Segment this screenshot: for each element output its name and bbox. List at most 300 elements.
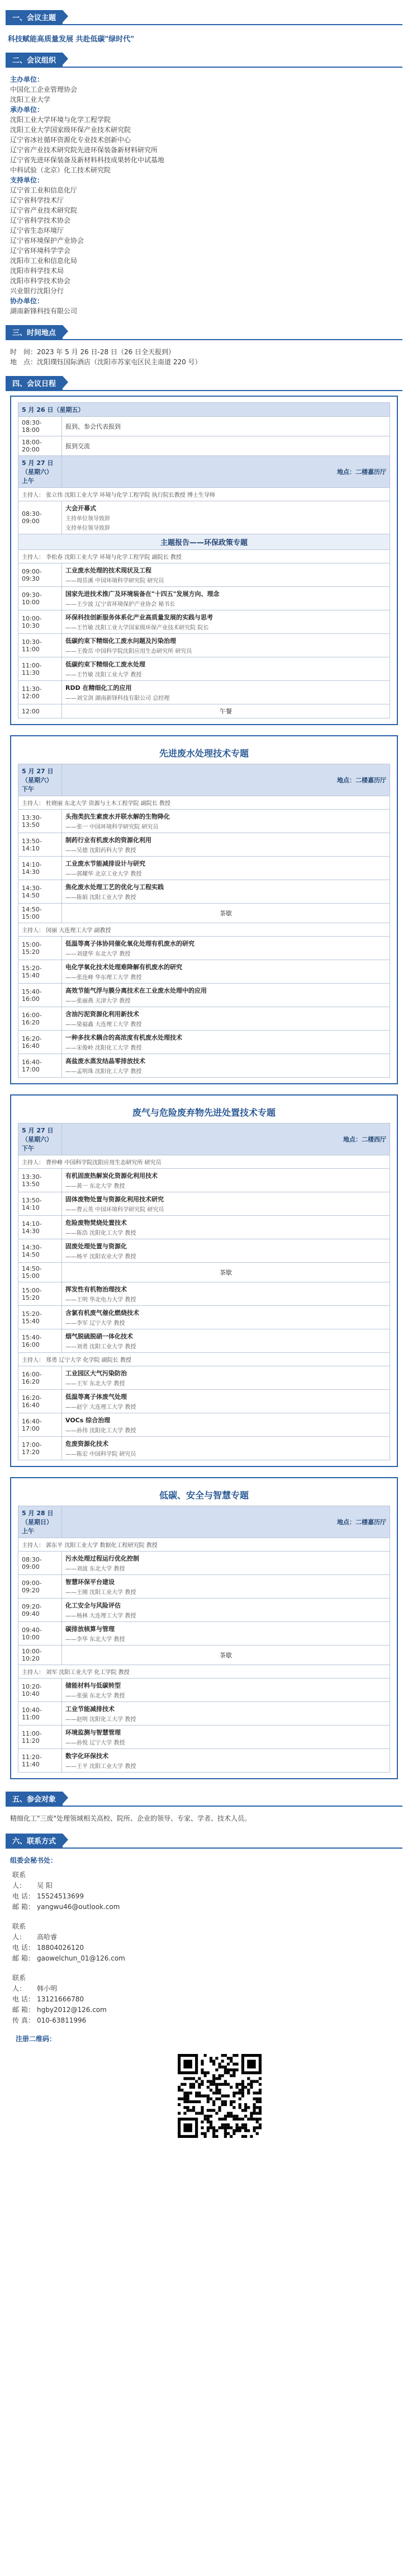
talk-title: 焦化废水处理工艺的优化与工程实践 [65, 883, 164, 891]
talk-time: 13:50-14:10 [18, 833, 62, 857]
talk-speaker: ——张一 中国环境科学研究院 研究员 [65, 824, 159, 830]
contact-phone-row [12, 1943, 396, 1953]
talk-title: 头孢类抗生素废水并联水解的生物降化 [65, 813, 170, 820]
talk-time: 14:10-14:30 [18, 857, 62, 880]
talk-title: 固体废物处置与资源化利用技术研究 [65, 1196, 164, 1203]
org-item: 辽宁省环境保护产业协会 [10, 237, 84, 245]
talk-speaker: ——周岳溪 中国环境科学研究院 研究员 [65, 578, 164, 584]
talk-title: 国家先进技术推广及环境装备在"十四五"发展方向、理念 [65, 590, 220, 598]
contact-phone: 15524513699 [37, 1892, 84, 1900]
place-value: 沈阳璞钰国际酒店（沈阳市苏家屯区民主南道 220 号） [37, 358, 202, 366]
day-header-row [18, 1506, 390, 1538]
talk-time: 16:40-17:00 [18, 1413, 62, 1437]
talk-speaker: ——杨林 大连理工大学 教授 [65, 1613, 136, 1619]
talk-speaker: ——王竹敏 沈阳工业大学国家级环保产业技术研究院 院长 [65, 625, 209, 631]
talk-time: 16:00-16:20 [18, 1007, 62, 1031]
contact-phone-row [12, 1891, 396, 1902]
talk-row [18, 857, 390, 880]
host-row [18, 923, 390, 937]
contact-block [10, 1920, 398, 1972]
org-item: 沈阳工业大学国家级环保产业技术研究院 [10, 126, 131, 134]
talk-time: 15:00-15:20 [18, 1282, 62, 1306]
talk-row [18, 1552, 390, 1575]
contact-fax-label: 传 真： [12, 2016, 35, 2024]
talk-speaker: ——王少波 辽宁省环境保护产业协会 秘书长 [65, 601, 175, 608]
talk-cell [62, 657, 390, 681]
talk-row [18, 1599, 390, 1622]
org-item: 沈阳市工业和信息化局 [10, 257, 78, 265]
talk-title: 低碳约束下精细化工废水处理 [65, 661, 145, 668]
talk-time: 12:00 [18, 704, 62, 718]
talk-row [18, 1054, 390, 1078]
venue-label: 地点：二楼嘉历厅 [62, 456, 390, 488]
talk-title: 茶歇 [220, 910, 232, 917]
talk-row [18, 587, 390, 610]
talk-cell [62, 833, 390, 857]
contact-email-row [12, 1953, 396, 1964]
talk-cell [62, 1216, 390, 1239]
contact-person-label: 联系人： [12, 1922, 26, 1941]
talk-title: 工业园区大气污染防治 [65, 1370, 127, 1377]
host-row [18, 1538, 390, 1552]
contact-email-row [12, 1902, 396, 1912]
section-audience [6, 1789, 402, 1829]
talk-row [18, 1169, 390, 1192]
talk-speaker: ——曹云英 中国环境科学研究院 研究员 [65, 1207, 164, 1213]
talk-title: 低碳约束下精细化工废水问题及污染治理 [65, 637, 176, 645]
talk-speaker: ——孙伟 沈阳化工大学 教授 [65, 1428, 136, 1434]
talk-title: 工业废水节能减排设计与研究 [65, 860, 145, 867]
talk-title: 挥发性有机物治理技术 [65, 1286, 127, 1293]
host-text: 主持人： 李松春 沈阳工业大学 环境与化学工程学院 副院长 教授 [18, 550, 390, 563]
checkin-time: 18:00-20:00 [18, 436, 62, 456]
opening-item: 大会开幕式 [65, 505, 96, 512]
talk-speaker: ——刘勇 沈阳工业大学 教授 [65, 1344, 136, 1350]
schedule-table [18, 402, 390, 718]
talk-speaker: ——赵宇 大连理工大学 教授 [65, 1404, 136, 1411]
talk-speaker: ——郭耀华 北京工业大学 教授 [65, 871, 142, 877]
time-label: 时 间： [10, 348, 37, 356]
talk-row [18, 634, 390, 657]
block-title: 先进废水处理技术专题 [159, 748, 249, 759]
org-group-label: 支持单位： [10, 176, 44, 184]
talk-speaker: ——陈娟 沈阳工业大学 教授 [65, 895, 136, 901]
host-text: 主持人： 郭东平 沈阳工业大学 数据化工程研究院 教授 [18, 1538, 390, 1552]
contact-email-row [12, 2005, 396, 2015]
talk-time: 16:20-16:40 [18, 1390, 62, 1413]
talk-time: 16:20-16:40 [18, 1031, 62, 1054]
section-title: 四、会议日程 [6, 376, 63, 390]
talk-speaker: ——王军 东北大学 教授 [65, 1381, 125, 1387]
talk-cell [62, 1169, 390, 1192]
talk-speaker: ——陈浩 沈阳化工大学 教授 [65, 1230, 136, 1237]
talk-row [18, 1031, 390, 1054]
contact-person: 高哈睿 [37, 1933, 58, 1941]
talk-cell [62, 1007, 390, 1031]
talk-title: 茶歇 [220, 1652, 232, 1659]
venue-label: 地点：二楼嘉历厅 [62, 1506, 390, 1538]
contact-person-label: 联系人： [12, 1871, 26, 1889]
talk-cell [62, 1575, 390, 1599]
section-title: 三、时间地点 [6, 325, 63, 339]
talk-row [18, 960, 390, 984]
section-title: 一、会议主题 [6, 10, 63, 24]
talk-title: 智慧环保平台建设 [65, 1578, 115, 1586]
checkin-row [18, 436, 390, 456]
talk-cell [62, 880, 390, 904]
talk-speaker: ——杨平 沈阳农业大学 教授 [65, 1254, 136, 1260]
talk-title: 数字化环保技术 [65, 1752, 108, 1760]
section-title: 二、会议组织 [6, 53, 63, 67]
talk-row [18, 1749, 390, 1773]
talk-cell [62, 610, 390, 634]
talk-speaker: ——张丽燕 天津大学 教授 [65, 998, 131, 1004]
time-value: 2023 年 5 月 26 日-28 日（26 日全天报到） [37, 348, 175, 356]
contact-email-label: 邮 箱： [12, 1954, 35, 1962]
talk-row [18, 1726, 390, 1749]
talk-speaker: ——王明 华北电力大学 教授 [65, 1297, 136, 1303]
talk-time: 13:50-14:10 [18, 1192, 62, 1216]
day-label: 5 月 27 日（星期六）下午 [18, 1124, 62, 1155]
contact-person: 吴 阳 [37, 1882, 53, 1889]
talk-time: 11:30-12:00 [18, 681, 62, 704]
talk-speaker: ——张强 东北大学 教授 [65, 1693, 125, 1699]
section-time-place [6, 323, 402, 373]
talk-cell [62, 857, 390, 880]
talk-time: 09:00-09:20 [18, 1575, 62, 1599]
talk-time: 11:00-11:20 [18, 1726, 62, 1749]
org-item: 中国化工企业管理协会 [10, 86, 78, 93]
contact-person-row [12, 1870, 396, 1891]
talk-row [18, 704, 390, 718]
talk-title: 高效节能气浮与膜分离技术在工业废水处理中的应用 [65, 987, 207, 994]
org-item: 辽宁省科学技术厅 [10, 196, 64, 204]
opening-time: 08:30-09:00 [18, 501, 62, 534]
talk-row [18, 833, 390, 857]
talk-title: 含油污泥资源化利用新技术 [65, 1010, 139, 1018]
talk-cell [62, 681, 390, 704]
talk-row [18, 1622, 390, 1646]
talk-row [18, 563, 390, 587]
talk-title: 高盐废水蒸发结晶零排放技术 [65, 1057, 145, 1065]
contact-person-row [12, 1973, 396, 1994]
talk-row [18, 880, 390, 904]
org-item: 中科试验（北京）化工技术研究院 [10, 166, 111, 174]
talk-title: 工业节能减排技术 [65, 1705, 115, 1713]
talk-row [18, 1216, 390, 1239]
checkin-time: 08:30-18:00 [18, 417, 62, 436]
talk-cell [62, 704, 390, 718]
talk-cell [62, 563, 390, 587]
talk-title: 工业废水处理的技术现状及工程 [65, 567, 151, 574]
org-group-label: 承办单位： [10, 106, 44, 114]
talk-time: 10:40-11:00 [18, 1702, 62, 1726]
opening-item: 支持单位领导致辞 [65, 525, 110, 532]
section-contact [6, 1831, 402, 2157]
talk-cell [62, 984, 390, 1007]
org-item: 辽宁省先进环保装备及新材料科技成果转化中试基地 [10, 156, 165, 164]
talk-cell [62, 1599, 390, 1622]
talk-speaker: ——王刚 沈阳工业大学 教授 [65, 1590, 136, 1596]
talk-speaker: ——王平 沈阳工业大学 教授 [65, 1764, 136, 1770]
place-label: 地 点： [10, 358, 37, 366]
secretariat-heading: 组委会秘书处： [10, 1856, 58, 1864]
talk-title: 储能材料与低碳转型 [65, 1682, 121, 1689]
talk-row [18, 681, 390, 704]
talk-time: 15:20-15:40 [18, 1306, 62, 1329]
day-label: 5 月 28 日（星期日）上午 [18, 1506, 62, 1538]
talk-time: 09:20-09:40 [18, 1599, 62, 1622]
org-item: 辽宁省冰社循环资源化专业技术创新中心 [10, 136, 131, 144]
talk-cell [62, 1679, 390, 1702]
talk-title: 午餐 [220, 708, 232, 715]
org-item: 沈阳市科学技术局 [10, 267, 64, 275]
talk-row [18, 1192, 390, 1216]
contact-block [10, 1972, 398, 2034]
talk-row [18, 610, 390, 634]
talk-cell [62, 904, 390, 923]
venue-label: 地点：二楼嘉历厅 [62, 764, 390, 796]
talk-row [18, 1413, 390, 1437]
day-header-row [18, 764, 390, 796]
talk-title: 碳排放核算与管理 [65, 1625, 115, 1633]
talk-title: 制药行业有机废水的资源化利用 [65, 836, 151, 844]
talk-row [18, 1007, 390, 1031]
contact-phone: 18804026120 [37, 1944, 84, 1952]
checkin-row [18, 417, 390, 436]
talk-cell [62, 1263, 390, 1282]
schedule-table [18, 1506, 390, 1773]
org-group-label: 主办单位： [10, 76, 44, 83]
day-label: 5 月 27 日（星期六）上午 [18, 456, 62, 488]
agenda-block-waste-gas [10, 1094, 398, 1467]
org-item: 辽宁省生态环境厅 [10, 227, 64, 234]
org-item: 沈阳工业大学环境与化学工程学院 [10, 116, 111, 124]
talk-speaker: ——刘建华 东北大学 教授 [65, 951, 131, 957]
org-item: 湖南新锋科技有限公司 [10, 307, 78, 315]
talk-time: 10:20-10:40 [18, 1679, 62, 1702]
talk-cell [62, 1413, 390, 1437]
talk-cell [62, 1390, 390, 1413]
talk-time: 15:40-16:00 [18, 1329, 62, 1353]
day-label: 5 月 26 日（星期五） [18, 403, 390, 417]
talk-speaker: ——王俊岳 中国科学院沈阳应用生态研究所 研究员 [65, 648, 192, 655]
contact-fax: 010-63811996 [37, 2016, 87, 2024]
talk-time: 14:50-15:00 [18, 1263, 62, 1282]
host-text: 主持人： 刘军 沈阳工业大学 化工学院 教授 [18, 1665, 390, 1679]
talk-title: 危险废物焚烧处置技术 [65, 1219, 127, 1226]
talk-time: 11:20-11:40 [18, 1749, 62, 1773]
contact-phone: 13121666780 [37, 1995, 84, 2003]
talk-cell [62, 1329, 390, 1353]
org-group-label: 协办单位： [10, 297, 44, 305]
talk-row [18, 657, 390, 681]
talk-row [18, 1575, 390, 1599]
org-item: 辽宁省环境科学学会 [10, 247, 71, 255]
talk-title: 污水处理过程运行优化控制 [65, 1555, 139, 1562]
talk-row [18, 810, 390, 833]
talk-speaker: ——陈宏 中国科学院 研究员 [65, 1451, 136, 1458]
contact-person: 韩小明 [37, 1985, 58, 1992]
talk-cell [62, 634, 390, 657]
opening-row [18, 501, 390, 534]
talk-title: 有机固废热解炭化资源化利用技术 [65, 1172, 158, 1179]
talk-row [18, 904, 390, 923]
org-list [6, 72, 402, 322]
block-title: 低碳、安全与智慧专题 [159, 1490, 249, 1501]
talk-title: 环境监测与智慧管理 [65, 1729, 121, 1736]
qr-code-icon[interactable] [178, 2054, 262, 2138]
talk-row [18, 984, 390, 1007]
contact-email[interactable]: gaowelchun_01@126.com [37, 1954, 125, 1962]
talk-title: 烟气脱硫脱硝一体化技术 [65, 1333, 133, 1340]
talk-cell [62, 937, 390, 960]
talk-speaker: ——吴德 沈阳药科大学 教授 [65, 848, 136, 854]
host-text: 主持人： 张立伟 沈阳工业大学 环境与化学工程学院 执行院长教授 博士生导师 [18, 488, 390, 501]
org-item: 辽宁省科学技术协会 [10, 217, 71, 224]
talk-row [18, 1306, 390, 1329]
talk-title: 环保科技创新服务体系化产业高质量发展的实践与思考 [65, 614, 213, 621]
talk-cell [62, 1239, 390, 1263]
talk-title: 茶歇 [220, 1269, 232, 1276]
talk-title: VOCs 综合治理 [65, 1417, 111, 1424]
talk-time: 15:40-16:00 [18, 984, 62, 1007]
contact-phone-label: 电 话： [12, 1892, 35, 1900]
talk-cell [62, 1031, 390, 1054]
contact-phone-label: 电 话： [12, 1995, 35, 2003]
talk-time: 15:00-15:20 [18, 937, 62, 960]
org-item: 兴业银行沈阳分行 [10, 287, 64, 295]
talk-speaker: ——赵明 沈阳化工大学 教授 [65, 1717, 136, 1723]
talk-cell [62, 1552, 390, 1575]
contact-email[interactable]: hgby2012@126.com [37, 2006, 107, 2014]
talk-time: 08:30-09:00 [18, 1552, 62, 1575]
opening-cell [62, 501, 390, 534]
contact-block [10, 1869, 398, 1920]
talk-time: 10:00-10:20 [18, 1646, 62, 1665]
section-organization [6, 50, 402, 322]
talk-cell [62, 1702, 390, 1726]
talk-row [18, 1239, 390, 1263]
talk-row [18, 1329, 390, 1353]
talk-time: 11:00-11:30 [18, 657, 62, 681]
day-label: 5 月 27 日（星期六）下午 [18, 764, 62, 796]
talk-cell [62, 1646, 390, 1665]
contact-email-label: 邮 箱： [12, 2006, 35, 2014]
talk-time: 15:20-15:40 [18, 960, 62, 984]
talk-row [18, 1702, 390, 1726]
host-text: 主持人： 闵丽 大连理工大学 副教授 [18, 923, 390, 937]
talk-time: 13:30-13:50 [18, 810, 62, 833]
panel-title: 主题报告——环保政策专题 [18, 534, 390, 550]
talk-speaker: ——黄一 东北大学 教授 [65, 1183, 125, 1190]
talk-speaker: ——孙悦 辽宁大学 教授 [65, 1740, 125, 1746]
talk-title: 危废资源化技术 [65, 1440, 108, 1447]
talk-cell [62, 1437, 390, 1460]
contact-email[interactable]: yangwu46@outlook.com [37, 1903, 120, 1911]
day-header-row [18, 403, 390, 417]
talk-cell [62, 960, 390, 984]
talk-row [18, 937, 390, 960]
talk-speaker: ——刘宝剑 湖南新锋科技有限公司 总经理 [65, 695, 170, 702]
agenda-block-wastewater [10, 735, 398, 1084]
talk-title: 低温等离子体协同催化氧化处理有机废水的研究 [65, 940, 194, 947]
talk-title: 一种多技术耦合的高浓度有机废水处理技术 [65, 1034, 182, 1041]
talk-time: 13:30-13:50 [18, 1169, 62, 1192]
talk-title: 含氯有机废气催化燃烧技术 [65, 1309, 139, 1317]
talk-title: RDD 在精细化工的应用 [65, 684, 132, 692]
talk-row [18, 1366, 390, 1390]
talk-cell [62, 1054, 390, 1078]
block-title: 废气与危险废弃物先进处置技术专题 [132, 1107, 276, 1118]
section-title: 五、参会对象 [6, 1792, 63, 1806]
talk-time: 16:00-16:20 [18, 1366, 62, 1390]
contact-person-label: 联系人： [12, 1974, 26, 1992]
talk-title: 固废处理处置与资源化 [65, 1243, 127, 1250]
opening-item: 主持单位领导致辞 [65, 516, 110, 522]
agenda-block-lowcarbon [10, 1477, 398, 1779]
qr-label: 注册二维码： [16, 2035, 56, 2043]
org-item: 沈阳工业大学 [10, 96, 51, 104]
section-theme [6, 8, 402, 47]
host-text: 主持人： 郑勇 辽宁大学 化学院 副院长 教授 [18, 1353, 390, 1366]
section-title: 六、联系方式 [6, 1834, 63, 1848]
host-row [18, 550, 390, 563]
talk-speaker: ——刘波 东北大学 教授 [65, 1566, 125, 1572]
talk-cell [62, 1306, 390, 1329]
org-item: 辽宁省工业和信息化厅 [10, 186, 78, 194]
talk-time: 09:00-09:30 [18, 563, 62, 587]
talk-cell [62, 1282, 390, 1306]
talk-speaker: ——宋俊岭 沈阳化工大学 教授 [65, 1045, 142, 1051]
talk-cell [62, 1366, 390, 1390]
contact-list [10, 1869, 398, 2034]
talk-title: 化工安全与风险评估 [65, 1602, 121, 1609]
contact-phone-row [12, 1994, 396, 2005]
host-row [18, 1665, 390, 1679]
talk-speaker: ——王竹敏 沈阳工业大学 教授 [65, 672, 142, 678]
venue-label: 地点：二楼西厅 [62, 1124, 390, 1155]
theme-text: 科技赋能高质量发展 共赴低碳"绿时代" [8, 35, 135, 44]
agenda-block-policy [10, 396, 398, 725]
talk-row [18, 1263, 390, 1282]
talk-cell [62, 1192, 390, 1216]
panel-title-row [18, 534, 390, 550]
host-row [18, 796, 390, 810]
org-item: 辽宁省产业技术研究院 [10, 206, 78, 214]
host-text: 主持人： 曹仲峰 中国科学院沈阳应用生态研究所 研究员 [18, 1155, 390, 1169]
talk-title: 低温等离子体废气处理 [65, 1393, 127, 1400]
schedule-table [18, 1123, 390, 1460]
talk-time: 14:30-14:50 [18, 1239, 62, 1263]
talk-row [18, 1390, 390, 1413]
org-item: 辽宁省产业技术研究院先进环保装备新材料研究所 [10, 146, 158, 154]
host-text: 主持人： 杜晓丽 东北大学 资源与土木工程学院 副院长 教授 [18, 796, 390, 810]
day-header-row [18, 456, 390, 488]
talk-speaker: ——李军 辽宁大学 教授 [65, 1320, 125, 1327]
talk-time: 09:40-10:00 [18, 1622, 62, 1646]
day-header-row [18, 1124, 390, 1155]
host-row [18, 1155, 390, 1169]
talk-time: 14:10-14:30 [18, 1216, 62, 1239]
talk-time: 09:30-10:00 [18, 587, 62, 610]
talk-cell [62, 810, 390, 833]
talk-row [18, 1679, 390, 1702]
talk-time: 10:30-11:00 [18, 634, 62, 657]
talk-speaker: ——李华 东北大学 教授 [65, 1637, 125, 1643]
talk-time: 17:00-17:20 [18, 1437, 62, 1460]
talk-row [18, 1282, 390, 1306]
